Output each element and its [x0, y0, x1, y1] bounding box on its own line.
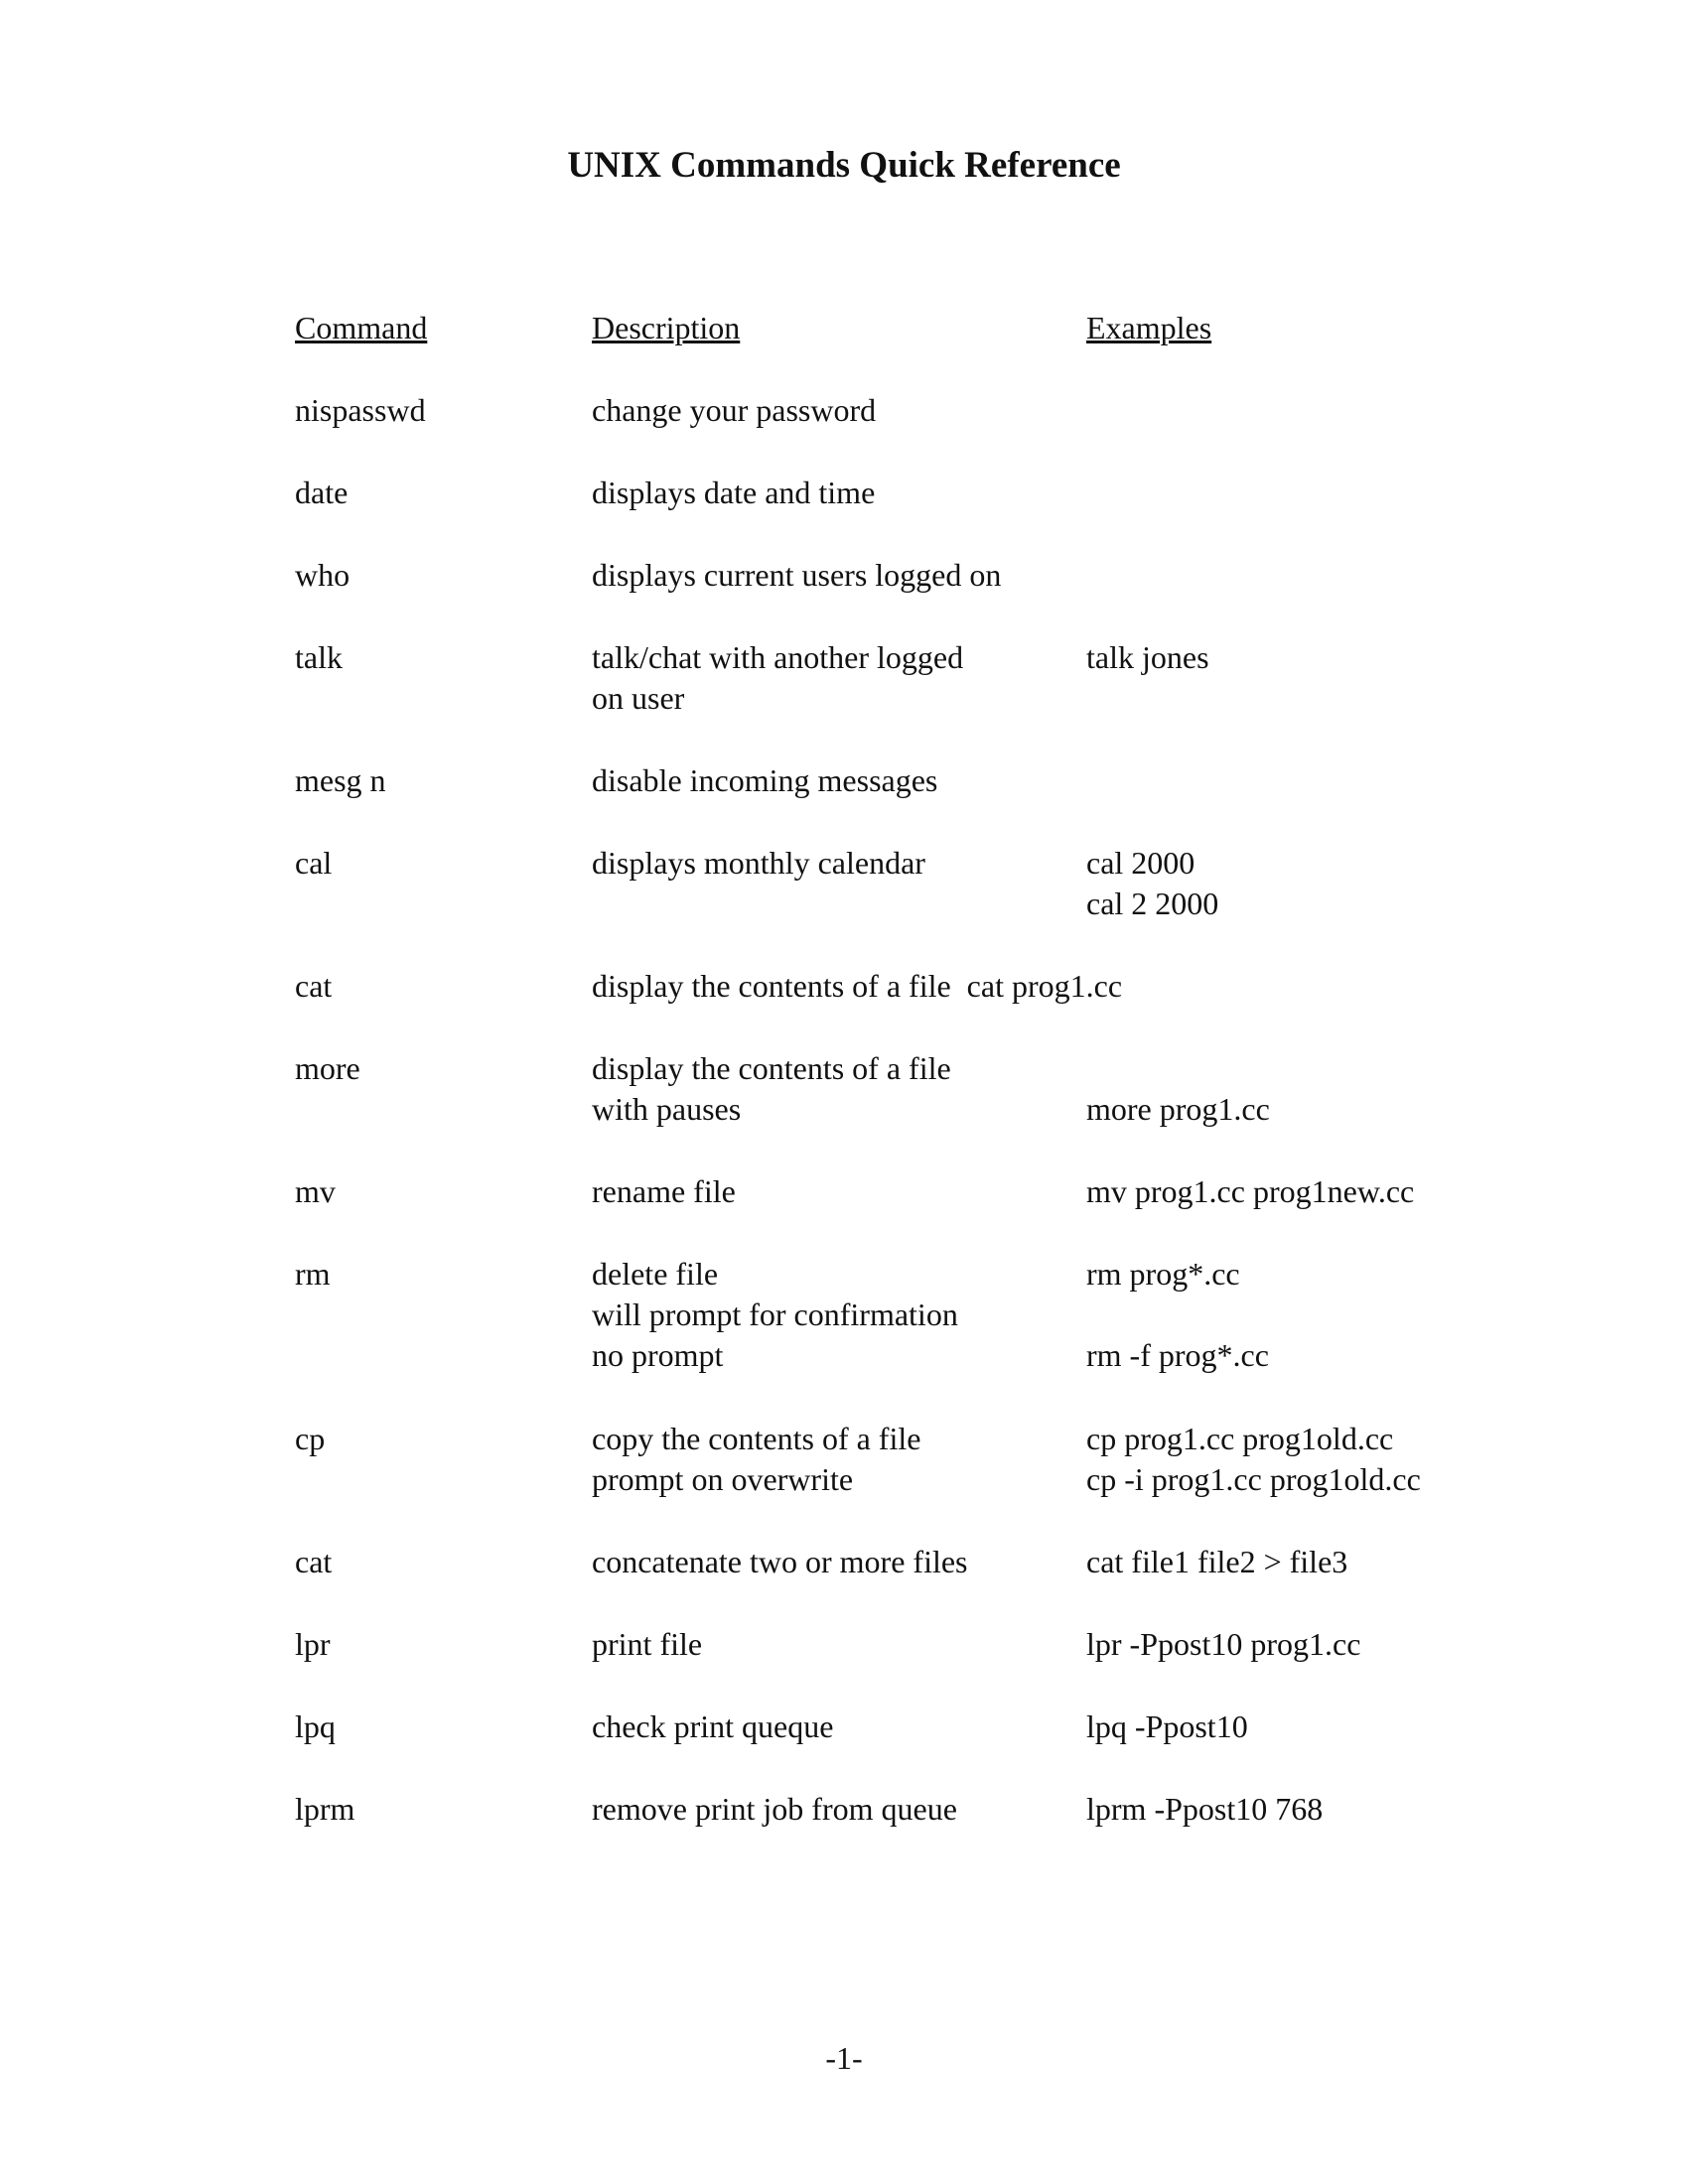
command-examples: more prog1.cc: [1086, 1091, 1270, 1127]
header-description: Description: [592, 310, 741, 345]
command-description: displays date and time: [592, 475, 876, 510]
command-examples: lprm -Ppost10 768: [1086, 1791, 1324, 1827]
command-examples: mv prog1.cc prog1new.cc: [1086, 1173, 1415, 1209]
header-command: Command: [295, 310, 428, 345]
command-description: disable incoming messages: [592, 762, 938, 798]
command-name: nispasswd: [295, 392, 426, 428]
command-description: display the contents of a file cat prog1.cc: [592, 968, 1123, 1004]
command-name: who: [295, 557, 351, 593]
page-number: -1-: [825, 2040, 863, 2076]
command-examples: rm prog*.cc rm -f prog*.cc: [1086, 1256, 1269, 1373]
command-name: lprm: [295, 1791, 355, 1827]
command-name: cat: [295, 968, 333, 1004]
command-description: display the contents of a file with pauses: [592, 1050, 951, 1127]
command-name: mv: [295, 1173, 336, 1209]
command-examples: lpr -Ppost10 prog1.cc: [1086, 1626, 1361, 1662]
command-examples: cal 2000 cal 2 2000: [1086, 845, 1219, 921]
command-description: remove print job from queue: [592, 1791, 957, 1827]
command-name: mesg n: [295, 762, 386, 798]
command-name: cal: [295, 845, 333, 881]
command-name: rm: [295, 1256, 331, 1292]
command-name: cp: [295, 1421, 326, 1456]
header-examples: Examples: [1086, 310, 1212, 345]
command-description: rename file: [592, 1173, 736, 1209]
page-title: UNIX Commands Quick Reference: [567, 145, 1121, 186]
command-examples: cat file1 file2 > file3: [1086, 1544, 1348, 1579]
command-name: lpr: [295, 1626, 331, 1662]
command-description: check print queque: [592, 1708, 834, 1744]
command-examples: lpq -Ppost10: [1086, 1708, 1248, 1744]
command-examples: cp prog1.cc prog1old.cc cp -i prog1.cc prog1old.cc: [1086, 1421, 1421, 1497]
command-description: delete file will prompt for confirmation no prompt: [592, 1256, 958, 1373]
command-description: talk/chat with another logged on user: [592, 639, 964, 716]
command-description: displays current users logged on: [592, 557, 1002, 593]
command-name: lpq: [295, 1708, 336, 1744]
command-description: change your password: [592, 392, 877, 428]
command-name: more: [295, 1050, 360, 1086]
command-description: print file: [592, 1626, 703, 1662]
command-description: copy the contents of a file prompt on overwrite: [592, 1421, 921, 1497]
command-description: displays monthly calendar: [592, 845, 925, 881]
command-description: concatenate two or more files: [592, 1544, 968, 1579]
command-name: talk: [295, 639, 343, 675]
command-name: date: [295, 475, 349, 510]
command-name: cat: [295, 1544, 333, 1579]
command-examples: talk jones: [1086, 639, 1209, 675]
